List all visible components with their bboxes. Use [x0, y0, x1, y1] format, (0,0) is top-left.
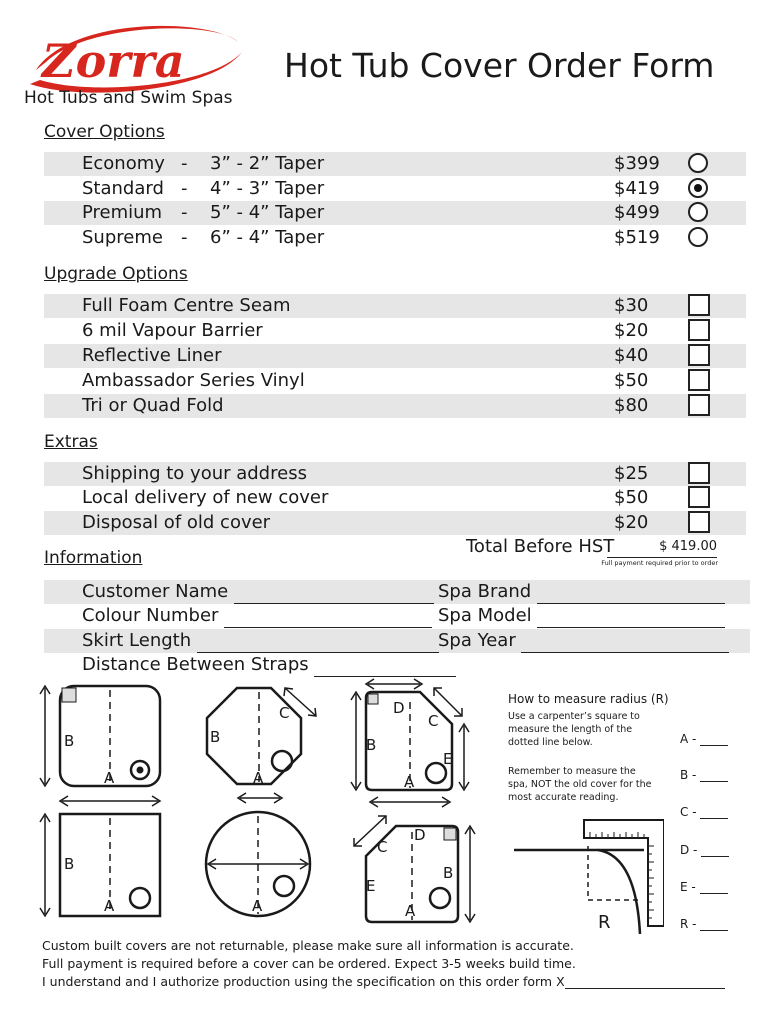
upgrade-options-heading: Upgrade Options [44, 264, 188, 284]
signature-input[interactable] [565, 976, 725, 989]
extra-local-delivery[interactable] [44, 486, 746, 510]
skirt-length-field[interactable] [82, 629, 439, 653]
option-dash: - [181, 202, 188, 223]
radius-title: How to measure radius (R) [508, 692, 669, 706]
spa-brand-input[interactable] [537, 585, 725, 604]
extra-checkbox[interactable] [688, 486, 710, 508]
page-title: Hot Tub Cover Order Form [284, 46, 715, 85]
customer-name-label: Customer Name [82, 581, 229, 602]
shape-square [40, 814, 160, 916]
cover-option-premium[interactable] [44, 201, 746, 225]
measurement-c-input[interactable] [700, 806, 728, 819]
colour-number-label: Colour Number [82, 605, 219, 626]
option-price: $419 [614, 178, 660, 199]
total-value: $ 419.00 [659, 539, 717, 554]
label-d: D [414, 826, 426, 844]
option-name: Premium [82, 202, 163, 223]
measurement-e-label: E - [680, 880, 696, 894]
economy-radio[interactable] [688, 153, 708, 173]
colour-number-input[interactable] [224, 609, 432, 628]
label-a: A [104, 897, 115, 915]
label-c: C [377, 838, 388, 856]
measurement-e-field[interactable] [680, 880, 728, 894]
cover-option-standard[interactable] [44, 177, 746, 201]
spa-brand-label: Spa Brand [438, 581, 532, 602]
spa-year-input[interactable] [521, 634, 729, 653]
extra-checkbox[interactable] [688, 511, 710, 533]
upgrade-price: $30 [614, 295, 649, 316]
upgrade-price: $40 [614, 345, 649, 366]
cover-option-supreme[interactable] [44, 226, 746, 250]
extra-name: Shipping to your address [82, 463, 307, 484]
label-a: A [405, 902, 416, 920]
shape-octagon [207, 688, 316, 803]
option-dash: - [181, 178, 188, 199]
upgrade-price: $80 [614, 395, 649, 416]
payment-note: Full payment required prior to order [601, 559, 718, 567]
measurement-d-label: D - [680, 843, 698, 857]
option-taper: 4” - 3” Taper [210, 178, 325, 199]
extra-checkbox[interactable] [688, 462, 710, 484]
authorization-text: I understand and I authorize production using the specification on this order form X [42, 974, 565, 989]
label-e: E [443, 750, 453, 768]
skirt-length-label: Skirt Length [82, 630, 192, 651]
extra-name: Disposal of old cover [82, 512, 271, 533]
option-taper: 5” - 4” Taper [210, 202, 325, 223]
label-c: C [428, 712, 439, 730]
shape-cut-corner [351, 679, 469, 807]
measurement-e-input[interactable] [700, 881, 728, 894]
extra-name: Local delivery of new cover [82, 487, 329, 508]
label-a: A [104, 769, 115, 787]
measurement-r-input[interactable] [700, 918, 728, 931]
spa-year-label: Spa Year [438, 630, 516, 651]
shape-two-cut-corners [354, 816, 475, 922]
page-subtitle: Hot Tubs and Swim Spas [24, 88, 233, 108]
measurement-a-input[interactable] [700, 733, 728, 746]
measurement-d-field[interactable] [680, 843, 729, 857]
customer-name-input[interactable] [234, 585, 434, 604]
cover-option-economy[interactable] [44, 152, 746, 176]
label-b: B [366, 736, 377, 754]
option-name: Standard [82, 178, 164, 199]
measurement-b-input[interactable] [700, 769, 728, 782]
footer-returns-notice: Custom built covers are not returnable, please make sure all information is accurate. [42, 938, 574, 953]
option-price: $499 [614, 202, 660, 223]
upgrade-price: $20 [614, 320, 649, 341]
label-c: C [279, 704, 290, 722]
information-heading: Information [44, 548, 143, 568]
standard-radio[interactable] [688, 178, 708, 198]
option-price: $399 [614, 153, 660, 174]
measurement-d-input[interactable] [701, 844, 729, 857]
shape-rounded-square [40, 686, 160, 806]
option-price: $519 [614, 227, 660, 248]
upgrade-ambassador-vinyl[interactable] [44, 369, 746, 393]
shape-round [206, 812, 310, 916]
spa-shape-diagrams [30, 676, 510, 926]
colour-number-field[interactable] [82, 604, 432, 628]
extras-heading: Extras [44, 432, 98, 452]
footer-payment-notice: Full payment is required before a cover can be ordered. Expect 3-5 weeks build time. [42, 956, 576, 971]
measurement-a-label: A - [680, 732, 697, 746]
info-row [44, 629, 750, 653]
cover-options-heading: Cover Options [44, 122, 165, 142]
radius-measure-diagram [514, 816, 664, 936]
spa-brand-field[interactable] [438, 580, 725, 604]
upgrade-full-foam-centre-seam[interactable] [44, 294, 746, 318]
option-name: Economy [82, 153, 165, 174]
measurement-b-field[interactable] [680, 768, 728, 782]
label-r: R [598, 912, 611, 933]
label-a: A [253, 769, 264, 787]
upgrade-tri-quad-fold[interactable] [44, 394, 746, 418]
customer-name-field[interactable] [82, 580, 434, 604]
straps-field[interactable] [82, 653, 456, 677]
skirt-length-input[interactable] [197, 634, 439, 653]
upgrade-name: Tri or Quad Fold [82, 395, 224, 416]
option-taper: 6” - 4” Taper [210, 227, 325, 248]
spa-model-input[interactable] [537, 609, 725, 628]
option-dash: - [181, 227, 188, 248]
extra-disposal[interactable] [44, 511, 746, 535]
option-taper: 3” - 2” Taper [210, 153, 325, 174]
radio-dot-icon [694, 184, 702, 192]
measurement-r-field[interactable] [680, 917, 728, 931]
label-a: A [404, 773, 415, 791]
upgrade-reflective-liner[interactable] [44, 344, 746, 368]
upgrade-checkbox[interactable] [688, 344, 710, 366]
measurement-c-label: C - [680, 805, 697, 819]
upgrade-checkbox[interactable] [688, 294, 710, 316]
straps-input[interactable] [314, 658, 456, 677]
radius-reminder: Remember to measure the spa, NOT the old cover for the most accurate reading. [508, 766, 652, 803]
spa-year-field[interactable] [438, 629, 729, 653]
upgrade-name: Ambassador Series Vinyl [82, 370, 305, 391]
label-b: B [443, 864, 454, 882]
zorra-logo [22, 22, 247, 97]
extra-price: $25 [614, 463, 649, 484]
spa-model-field[interactable] [438, 604, 725, 628]
radius-instructions: Use a carpenter’s square to measure the length of the dotted line below. [508, 711, 640, 748]
label-e: E [366, 877, 376, 895]
extra-price: $50 [614, 487, 649, 508]
upgrade-price: $50 [614, 370, 649, 391]
footer-authorization [42, 974, 725, 989]
info-row [44, 653, 750, 677]
label-b: B [64, 732, 75, 750]
upgrade-name: 6 mil Vapour Barrier [82, 320, 263, 341]
upgrade-checkbox[interactable] [688, 394, 710, 416]
label-d: D [393, 699, 405, 717]
info-row [44, 604, 750, 628]
upgrade-vapour-barrier[interactable] [44, 319, 746, 343]
measurement-c-field[interactable] [680, 805, 728, 819]
total-label: Total Before HST [466, 536, 615, 557]
premium-radio[interactable] [688, 202, 708, 222]
info-row [44, 580, 750, 604]
extra-price: $20 [614, 512, 649, 533]
option-dash: - [181, 153, 188, 174]
measurement-b-label: B - [680, 768, 697, 782]
label-b: B [64, 855, 75, 873]
upgrade-name: Reflective Liner [82, 345, 222, 366]
logo-wordmark: Zorra [42, 34, 185, 88]
spa-model-label: Spa Model [438, 605, 532, 626]
measurement-a-field[interactable] [680, 732, 728, 746]
upgrade-checkbox[interactable] [688, 369, 710, 391]
extra-shipping[interactable] [44, 462, 746, 486]
label-a: A [252, 897, 263, 915]
option-name: Supreme [82, 227, 163, 248]
upgrade-checkbox[interactable] [688, 319, 710, 341]
measurement-r-label: R - [680, 917, 697, 931]
label-b: B [210, 728, 221, 746]
straps-label: Distance Between Straps [82, 654, 309, 675]
upgrade-name: Full Foam Centre Seam [82, 295, 291, 316]
supreme-radio[interactable] [688, 227, 708, 247]
